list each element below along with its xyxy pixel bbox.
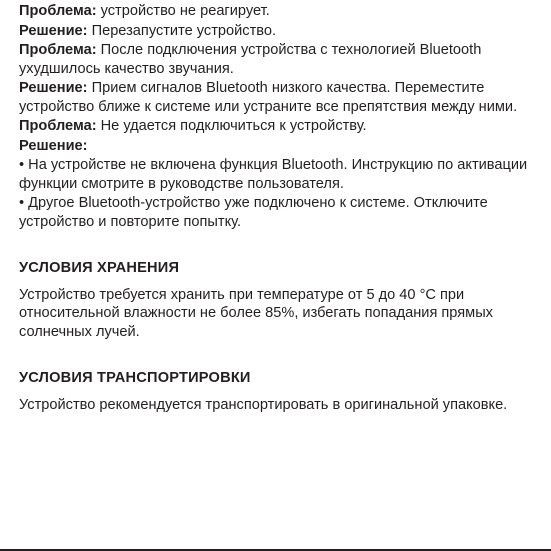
transport-title: УСЛОВИЯ ТРАНСПОРТИРОВКИ	[19, 370, 251, 386]
solution-label: Решение:	[19, 137, 88, 154]
solution-bullet-1: • На устройстве не включена функция Bluetooth. Инструкцию по активации функции смотрите в руководстве пользователя.	[19, 157, 528, 192]
problem-2	[19, 41, 539, 78]
solution-1	[19, 22, 539, 41]
solution-text: Прием сигналов Bluetooth низкого качества. Переместите устройство ближе к системе или устраните все препятствия между ними.	[19, 80, 518, 115]
storage-text: Устройство требуется хранить при температуре от 5 до 40 °С при относительной влажности не более 85%, избегать попадания прямых солнечных лучей.	[19, 286, 493, 340]
problem-text: Не удается подключиться к устройству.	[96, 118, 367, 134]
problem-text: После подключения устройства с технологией Bluetooth ухудшилось качество звучания.	[19, 42, 482, 77]
solution-text: Перезапустите устройство.	[87, 22, 277, 39]
solution-3-heading	[19, 137, 539, 156]
problem-1	[19, 2, 539, 21]
problem-text: устройство не реагирует.	[96, 3, 270, 19]
transport-section	[19, 369, 539, 414]
document-content	[19, 2, 539, 414]
solution-label: Решение:	[19, 80, 88, 96]
solution-label: Решение:	[19, 22, 88, 39]
solution-2	[19, 79, 539, 116]
solution-bullet-2: • Другое Bluetooth-устройство уже подключено к системе. Отключите устройство и повторите попытку.	[19, 195, 488, 230]
problem-label: Проблема:	[19, 3, 97, 19]
problem-3	[19, 117, 539, 136]
transport-text: Устройство рекомендуется транспортировать в оригинальной упаковке.	[19, 396, 508, 413]
problem-label: Проблема:	[19, 118, 97, 134]
storage-title: УСЛОВИЯ ХРАНЕНИЯ	[19, 260, 180, 276]
storage-section	[19, 259, 539, 341]
problem-label: Проблема:	[19, 42, 97, 58]
